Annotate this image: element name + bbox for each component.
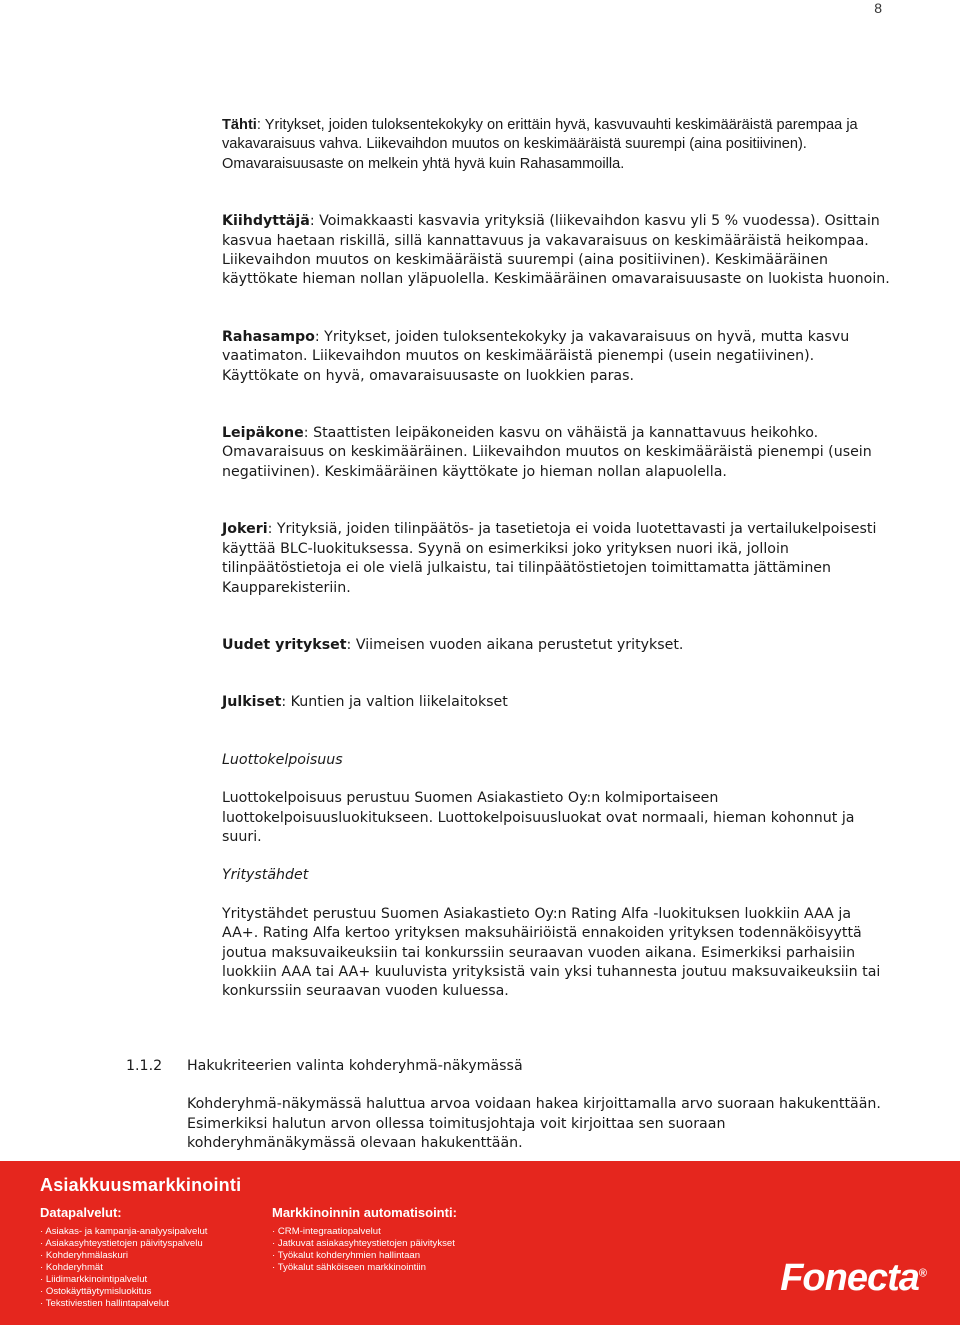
definition-text: : Yrityksiä, joiden tilinpäätös- ja tasetietoja ei voida luotettavasti ja vertailukelpoisesti käyttää BLC-luokituksessa. Syynä on esimerkiksi joko yrityksen nuori ikä, jolloin tilinpäätöstietoja ei ole vielä julkaistu, tai tilinpäätöstietojen toimittamatta jättäminen Kaupparekisteriin. [222,521,877,596]
footer-banner [0,1161,960,1325]
definition-text: : Voimakkaasti kasvavia yrityksiä (liikevaihdon kasvu yli 5 % vuodessa). Osittain kasvua haetaan riskillä, sillä kannattavuus ja vakavaraisuus on keskimääräistä heikompaa. Liikevaihdon muutos on keskimääräistä suurempi (aina positiivinen). Keskimääräinen käyttökate hieman nollan yläpuolella. Keskimääräinen omavaraisuusaste on luokista huonoin. [222,213,890,288]
list-item: · Liidimarkkinointipalvelut [40,1274,207,1286]
section-1-1-2 [126,1057,886,1154]
list-item: · Asiakas- ja kampanja-analyysipalvelut [40,1226,207,1238]
term: Jokeri [222,521,268,538]
list-item: · Kohderyhmälaskuri [40,1250,207,1262]
list-item: · Työkalut sähköiseen markkinointiin [272,1262,457,1274]
registered-mark: ® [918,1267,926,1280]
definition-leipakone [222,424,890,482]
term: Leipäkone [222,425,304,442]
definition-julkiset [222,693,890,712]
definition-rahasampo [222,328,890,386]
definition-jokeri [222,520,890,598]
section-text: Kohderyhmä-näkymässä haluttua arvoa voidaan hakea kirjoittamalla arvo suoraan hakukenttään. Esimerkiksi halutun arvon ollessa toimitusjohtaja voit kirjoittaa sen suoraan kohderyhmänäkymässä olevaan hakukenttään. [187,1096,881,1152]
document-body [222,116,890,1040]
definition-uudet-yritykset [222,636,890,655]
definition-tahti [222,116,890,174]
definition-text: : Yritykset, joiden tuloksentekokyky on erittäin hyvä, kasvuvauhti keskimääräistä parempaa ja vakavaraisuus vahva. Liikevaihdon muutos on keskimääräistä suurempi (aina positiivinen). Omavaraisuusaste on melkein yhtä hyvä kuin Rahasammoilla. [222,117,858,172]
definition-text: : Staattisten leipäkoneiden kasvu on vähäistä ja kannattavuus heikohko. Omavaraisuus on keskimääräinen. Liikevaihdon muutos on keskimääräistä pienempi (usein negatiivinen). Keskimääräinen käyttökate jo hieman nollan alapuolella. [222,425,872,480]
term: Rahasampo [222,328,315,345]
luottokelpoisuus-heading: Luottokelpoisuus [222,751,343,768]
term: Julkiset [222,694,282,711]
fonecta-logo [780,1257,926,1300]
list-item: · Asiakasyhteystietojen päivityspalvelu [40,1238,207,1250]
definition-text: : Yritykset, joiden tuloksentekokyky ja vakavaraisuus on hyvä, mutta kasvu vaatimaton. Liikevaihdon muutos on keskimääräistä pienempi (usein negatiivinen). Käyttökate on hyvä, omavaraisuusaste on luokkien paras. [222,328,850,384]
logo-text: Fonecta [780,1257,919,1299]
datapalvelut-list [40,1226,207,1310]
page-number: 8 [874,0,882,16]
list-item: · Työkalut kohderyhmien hallintaan [272,1250,457,1262]
automatisointi-title: Markkinoinnin automatisointi: [272,1205,457,1220]
definition-kiihdyttaja [222,212,890,290]
term: Tähti [222,117,257,133]
term: Uudet yritykset [222,636,347,653]
list-item: · Jatkuvat asiakasyhteystietojen päivitykset [272,1238,457,1250]
yritystahdet-text: Yritystähdet perustuu Suomen Asiakastieto Oy:n Rating Alfa -luokituksen luokkiin AAA ja AA+. Rating Alfa kertoo yrityksen maksuhäiriöistä ennakoiden yrityksen todennäköisyyttä joutua maksuvaikeuksiin tai konkurssiin seuraavan vuoden aikana. Esimerkiksi parhaisiin luokkiin AAA tai AA+ kuuluvista yrityksistä vain yksi tuhannesta joutuu maksuvaikeuksiin tai konkurssiin seuraavan vuoden kuluessa. [222,905,881,1000]
section-number: 1.1.2 [126,1058,163,1074]
datapalvelut-column [40,1205,207,1310]
list-item: · Ostokäyttäytymisluokitus [40,1286,207,1298]
banner-title: Asiakkuusmarkkinointi [40,1175,242,1195]
definition-text: : Kuntien ja valtion liikelaitokset [281,694,508,711]
yritystahdet-heading: Yritystähdet [222,867,309,884]
definition-text: : Viimeisen vuoden aikana perustetut yritykset. [346,636,684,653]
section-title: Hakukriteerien valinta kohderyhmä-näkymässä [187,1058,523,1074]
list-item: · CRM-integraatiopalvelut [272,1226,457,1238]
luottokelpoisuus-text: Luottokelpoisuus perustuu Suomen Asiakastieto Oy:n kolmiportaiseen luottokelpoisuusluokitukseen. Luottokelpoisuusluokat ovat normaali, hieman kohonnut ja suuri. [222,790,855,845]
automatisointi-list [272,1226,457,1274]
list-item: · Kohderyhmät [40,1262,207,1274]
section-heading [126,1057,886,1076]
automatisointi-column [272,1205,457,1274]
list-item: · Tekstiviestien hallintapalvelut [40,1298,207,1310]
datapalvelut-title: Datapalvelut: [40,1205,122,1220]
term: Kiihdyttäjä [222,213,310,230]
